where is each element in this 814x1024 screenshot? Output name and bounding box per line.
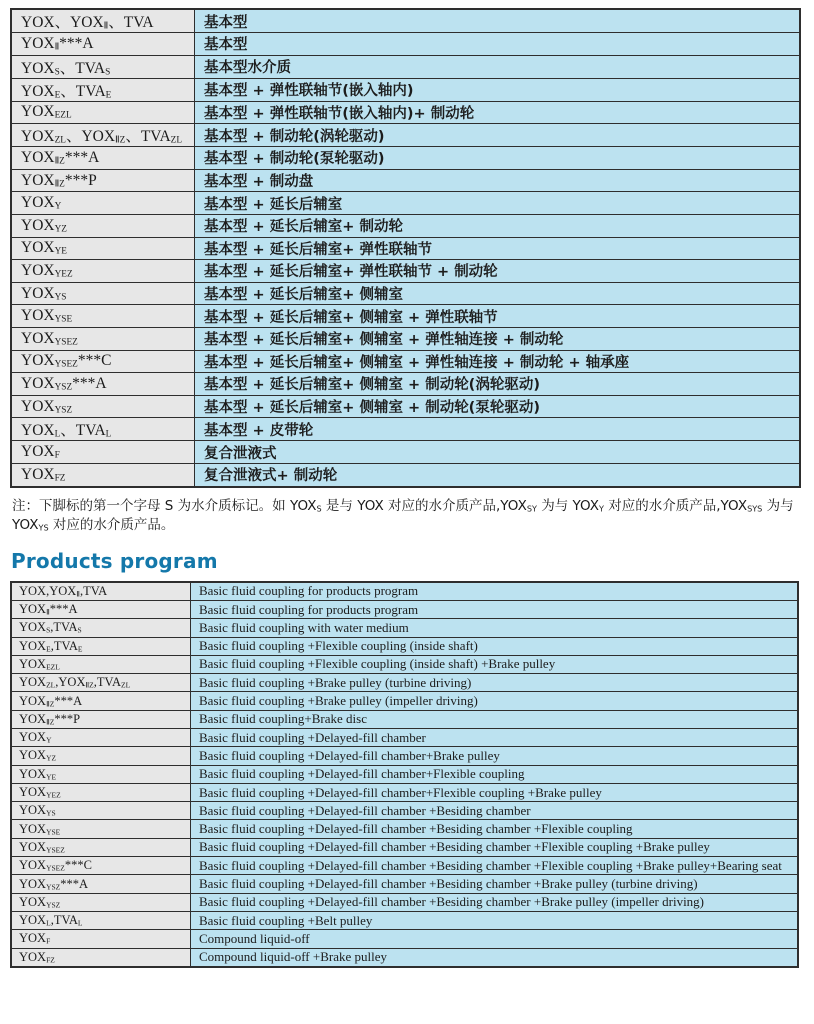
description-cell: Basic fluid coupling +Delayed-fill chamber+Flexible coupling — [191, 765, 799, 783]
description-cell: 基本型 + 弹性联轴节(嵌入轴内) — [195, 78, 801, 101]
model-cell: $YOX_Ⅱ***A$ — [11, 600, 191, 618]
product-model-table-cn-body — [11, 9, 800, 487]
model-cell: $YOX_F$ — [11, 930, 191, 948]
description-cell: 基本型 + 弹性联轴节(嵌入轴内)+ 制动轮 — [195, 101, 801, 124]
description-cell: 基本型 + 延长后辅室+ 侧辅室 + 弹性联轴节 — [195, 305, 801, 328]
table-row — [11, 637, 798, 655]
table-row — [11, 582, 798, 601]
description-cell: 基本型 + 延长后辅室+ 侧辅室 + 弹性轴连接 + 制动轮 + 轴承座 — [195, 350, 801, 373]
table-row — [11, 395, 800, 418]
model-cell: $YOX_{YE}$ — [11, 237, 195, 260]
description-cell: Basic fluid coupling +Flexible coupling (inside shaft) — [191, 637, 799, 655]
table-row — [11, 765, 798, 783]
model-cell: $YOX_{EZL}$ — [11, 655, 191, 673]
description-cell: 基本型 + 延长后辅室 — [195, 192, 801, 215]
table-row — [11, 214, 800, 237]
table-row — [11, 78, 800, 101]
model-cell: $YOX_{ⅡZ}***P$ — [11, 169, 195, 192]
description-cell: Basic fluid coupling with water medium — [191, 619, 799, 637]
model-cell: $YOX_Y$ — [11, 729, 191, 747]
model-cell: $YOX_{YSEZ}$ — [11, 327, 195, 350]
description-cell: Basic fluid coupling +Delayed-fill chamber +Besiding chamber — [191, 802, 799, 820]
model-cell: $YOX_{ZL},YOX_{ⅡZ},TVA_{ZL}$ — [11, 674, 191, 692]
model-cell: $YOX_E,TVA_E$ — [11, 637, 191, 655]
table-row — [11, 169, 800, 192]
table-row — [11, 418, 800, 441]
model-cell: $YOX_{FZ}$ — [11, 948, 191, 967]
description-cell: 基本型 + 延长后辅室+ 弹性联轴节 + 制动轮 — [195, 260, 801, 283]
table-row — [11, 893, 798, 911]
model-cell: $YOX_{YSEZ}$ — [11, 838, 191, 856]
model-cell: $YOX_{ⅡZ}***P$ — [11, 710, 191, 728]
product-model-table-en — [10, 581, 799, 968]
model-cell: $YOX_{YEZ}$ — [11, 260, 195, 283]
model-cell: $YOX_E$、$TVA_E$ — [11, 78, 195, 101]
model-cell: $YOX_Y$ — [11, 192, 195, 215]
description-cell: Basic fluid coupling +Delayed-fill chamber+Brake pulley — [191, 747, 799, 765]
model-cell: $YOX_L,TVA_L$ — [11, 911, 191, 929]
description-cell: Basic fluid coupling +Brake pulley (impeller driving) — [191, 692, 799, 710]
model-cell: $YOX_Ⅱ***A$ — [11, 33, 195, 56]
model-cell: $YOX_{YSEZ}***C$ — [11, 857, 191, 875]
model-cell: $YOX_{YZ}$ — [11, 214, 195, 237]
table-row — [11, 729, 798, 747]
model-cell: $YOX_{YSZ}***A$ — [11, 373, 195, 396]
model-cell: $YOX_{YSZ}$ — [11, 395, 195, 418]
description-cell: Basic fluid coupling +Delayed-fill chamber +Besiding chamber +Flexible coupling — [191, 820, 799, 838]
model-cell: $YOX_{YSEZ}***C$ — [11, 350, 195, 373]
table-row — [11, 710, 798, 728]
description-cell: 基本型 + 延长后辅室+ 侧辅室 + 制动轮(涡轮驱动) — [195, 373, 801, 396]
table-row — [11, 463, 800, 486]
description-cell: 基本型 + 延长后辅室+ 弹性联轴节 — [195, 237, 801, 260]
footnote: 注：下脚标的第一个字母 S 为水介质标记。如 $YOX_S$ 是与 YOX 对应的水介质产品$,YOX_{SY}$ 为与 $YOX_Y$ 对应的水介质产品$,YOX_{SYS}$ 为与 $YOX_{YS}$ 对应的水介质产品。 — [12, 497, 794, 534]
description-cell: Basic fluid coupling +Delayed-fill chamber +Besiding chamber +Flexible coupling +Brake pulley+Bearing seat — [191, 857, 799, 875]
product-model-table-en-body — [11, 582, 798, 967]
table-row — [11, 820, 798, 838]
table-row — [11, 783, 798, 801]
table-row — [11, 55, 800, 78]
description-cell: 基本型 + 延长后辅室+ 侧辅室 + 制动轮(泵轮驱动) — [195, 395, 801, 418]
description-cell: Compound liquid-off — [191, 930, 799, 948]
description-cell: Basic fluid coupling +Brake pulley (turbine driving) — [191, 674, 799, 692]
description-cell: 基本型 + 皮带轮 — [195, 418, 801, 441]
table-row — [11, 857, 798, 875]
model-cell: $YOX_{YSZ}***A$ — [11, 875, 191, 893]
description-cell: Basic fluid coupling +Delayed-fill chamber +Besiding chamber +Brake pulley (turbine driving) — [191, 875, 799, 893]
model-cell: $YOX_{YE}$ — [11, 765, 191, 783]
model-cell: $YOX_{YSZ}$ — [11, 893, 191, 911]
description-cell: 基本型 + 延长后辅室+ 制动轮 — [195, 214, 801, 237]
table-row — [11, 838, 798, 856]
description-cell: Basic fluid coupling +Flexible coupling (inside shaft) +Brake pulley — [191, 655, 799, 673]
model-cell: $YOX,YOX_Ⅱ,TVA$ — [11, 582, 191, 601]
model-cell: $YOX_{YSE}$ — [11, 820, 191, 838]
description-cell: Basic fluid coupling +Delayed-fill chamber +Besiding chamber +Flexible coupling +Brake pulley — [191, 838, 799, 856]
description-cell: 基本型 + 延长后辅室+ 侧辅室 — [195, 282, 801, 305]
table-row — [11, 441, 800, 464]
table-row — [11, 124, 800, 147]
table-row — [11, 192, 800, 215]
description-cell: 复合泄液式+ 制动轮 — [195, 463, 801, 486]
table-row — [11, 147, 800, 170]
model-cell: $YOX_{ⅡZ}***A$ — [11, 692, 191, 710]
table-row — [11, 619, 798, 637]
model-cell: $YOX_{YSE}$ — [11, 305, 195, 328]
model-cell: $YOX_{YS}$ — [11, 282, 195, 305]
description-cell: Basic fluid coupling for products program — [191, 582, 799, 601]
table-row — [11, 305, 800, 328]
description-cell: 复合泄液式 — [195, 441, 801, 464]
description-cell: Basic fluid coupling +Delayed-fill chamber — [191, 729, 799, 747]
model-cell: $YOX_{YS}$ — [11, 802, 191, 820]
description-cell: 基本型 — [195, 9, 801, 33]
model-cell: $YOX_S$、$TVA_S$ — [11, 55, 195, 78]
table-row — [11, 282, 800, 305]
table-row — [11, 327, 800, 350]
product-model-table-cn — [10, 8, 801, 488]
description-cell: Basic fluid coupling+Brake disc — [191, 710, 799, 728]
table-row — [11, 747, 798, 765]
description-cell: Basic fluid coupling +Belt pulley — [191, 911, 799, 929]
model-cell: $YOX_{EZL}$ — [11, 101, 195, 124]
table-row — [11, 600, 798, 618]
model-cell: $YOX_{FZ}$ — [11, 463, 195, 486]
description-cell: 基本型 + 制动轮(泵轮驱动) — [195, 147, 801, 170]
description-cell: Basic fluid coupling +Delayed-fill chamber +Besiding chamber +Brake pulley (impeller driving) — [191, 893, 799, 911]
model-cell: YOX、$YOX_Ⅱ$、TVA — [11, 9, 195, 33]
table-row — [11, 802, 798, 820]
table-row — [11, 948, 798, 967]
table-row — [11, 9, 800, 33]
model-cell: $YOX_{ⅡZ}***A$ — [11, 147, 195, 170]
table-row — [11, 373, 800, 396]
model-cell: $YOX_{ZL}$、$YOX_{ⅡZ}$、$TVA_{ZL}$ — [11, 124, 195, 147]
description-cell: Basic fluid coupling +Delayed-fill chamber+Flexible coupling +Brake pulley — [191, 783, 799, 801]
table-row — [11, 655, 798, 673]
section-heading-products-program: Products program — [11, 548, 218, 573]
model-cell: $YOX_S,TVA_S$ — [11, 619, 191, 637]
model-cell: $YOX_F$ — [11, 441, 195, 464]
table-row — [11, 875, 798, 893]
table-row — [11, 692, 798, 710]
table-row — [11, 911, 798, 929]
table-row — [11, 260, 800, 283]
model-cell: $YOX_L$、$TVA_L$ — [11, 418, 195, 441]
description-cell: 基本型 + 制动盘 — [195, 169, 801, 192]
model-cell: $YOX_{YZ}$ — [11, 747, 191, 765]
model-cell: $YOX_{YEZ}$ — [11, 783, 191, 801]
description-cell: Compound liquid-off +Brake pulley — [191, 948, 799, 967]
table-row — [11, 237, 800, 260]
table-row — [11, 930, 798, 948]
description-cell: 基本型 + 制动轮(涡轮驱动) — [195, 124, 801, 147]
description-cell: 基本型 + 延长后辅室+ 侧辅室 + 弹性轴连接 + 制动轮 — [195, 327, 801, 350]
description-cell: 基本型 — [195, 33, 801, 56]
description-cell: Basic fluid coupling for products program — [191, 600, 799, 618]
table-row — [11, 674, 798, 692]
table-row — [11, 350, 800, 373]
table-row — [11, 101, 800, 124]
description-cell: 基本型水介质 — [195, 55, 801, 78]
table-row — [11, 33, 800, 56]
